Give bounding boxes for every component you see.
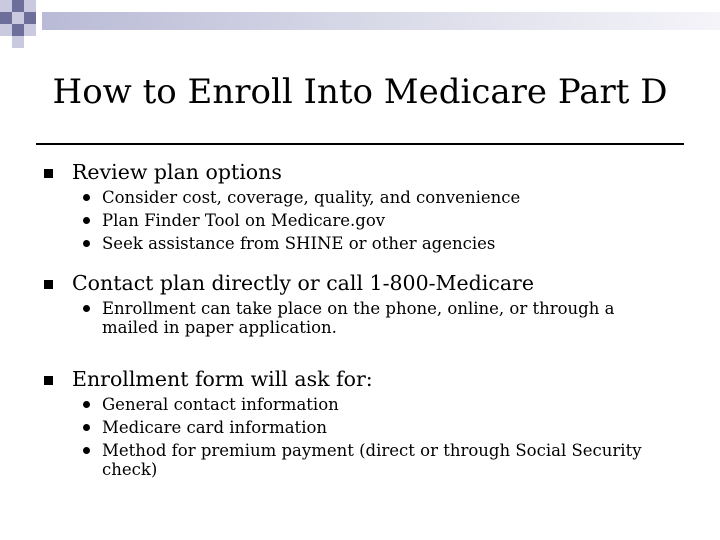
decoration-square bbox=[24, 12, 36, 24]
sub-bullet-text: Enrollment can take place on the phone, online, or through a mailed in paper application. bbox=[102, 299, 615, 337]
sub-bullet bbox=[102, 209, 682, 232]
round-bullet-icon bbox=[83, 424, 90, 431]
decoration-square bbox=[12, 36, 24, 48]
decoration-square bbox=[12, 12, 24, 24]
sub-bullet bbox=[102, 297, 682, 339]
sub-bullet bbox=[102, 232, 682, 255]
level1-text: Contact plan directly or call 1-800-Medicare bbox=[72, 271, 534, 295]
title-divider bbox=[36, 143, 684, 145]
decoration-square bbox=[12, 0, 24, 12]
sub-bullet-text: Plan Finder Tool on Medicare.gov bbox=[102, 211, 386, 230]
round-bullet-icon bbox=[83, 447, 90, 454]
square-bullet-icon bbox=[44, 169, 53, 178]
sub-bullet bbox=[102, 186, 682, 209]
round-bullet-icon bbox=[83, 194, 90, 201]
decoration-square bbox=[24, 0, 36, 12]
sub-bullet bbox=[102, 439, 682, 481]
decoration-square bbox=[24, 24, 36, 36]
sub-bullet bbox=[102, 393, 682, 416]
sub-bullet-text: Medicare card information bbox=[102, 418, 328, 437]
level1-text: Enrollment form will ask for: bbox=[72, 367, 373, 391]
level1-bullet bbox=[42, 269, 682, 297]
sub-bullet-text: Method for premium payment (direct or through Social Security check) bbox=[102, 441, 642, 479]
decoration-square bbox=[0, 12, 12, 24]
square-bullet-icon bbox=[44, 376, 53, 385]
square-bullet-icon bbox=[44, 280, 53, 289]
decoration-band bbox=[42, 12, 720, 30]
round-bullet-icon bbox=[83, 305, 90, 312]
decoration-square bbox=[12, 24, 24, 36]
sub-bullet-list bbox=[42, 297, 682, 339]
sub-bullet-list bbox=[42, 186, 682, 255]
sub-bullet-text: General contact information bbox=[102, 395, 339, 414]
level1-bullet bbox=[42, 365, 682, 393]
sub-bullet-list bbox=[42, 393, 682, 481]
round-bullet-icon bbox=[83, 217, 90, 224]
section-review-plan-options bbox=[42, 158, 682, 255]
section-enrollment-form bbox=[42, 365, 682, 481]
round-bullet-icon bbox=[83, 240, 90, 247]
round-bullet-icon bbox=[83, 401, 90, 408]
level1-bullet bbox=[42, 158, 682, 186]
decoration-square bbox=[0, 24, 12, 36]
decoration-square bbox=[0, 0, 12, 12]
section-contact-plan bbox=[42, 269, 682, 339]
sub-bullet bbox=[102, 416, 682, 439]
sub-bullet-text: Consider cost, coverage, quality, and convenience bbox=[102, 188, 521, 207]
level1-text: Review plan options bbox=[72, 160, 282, 184]
checker-pattern-decoration bbox=[0, 0, 720, 48]
bullet-list bbox=[42, 158, 682, 495]
slide-title: How to Enroll Into Medicare Part D bbox=[52, 72, 668, 112]
sub-bullet-text: Seek assistance from SHINE or other agencies bbox=[102, 234, 496, 253]
